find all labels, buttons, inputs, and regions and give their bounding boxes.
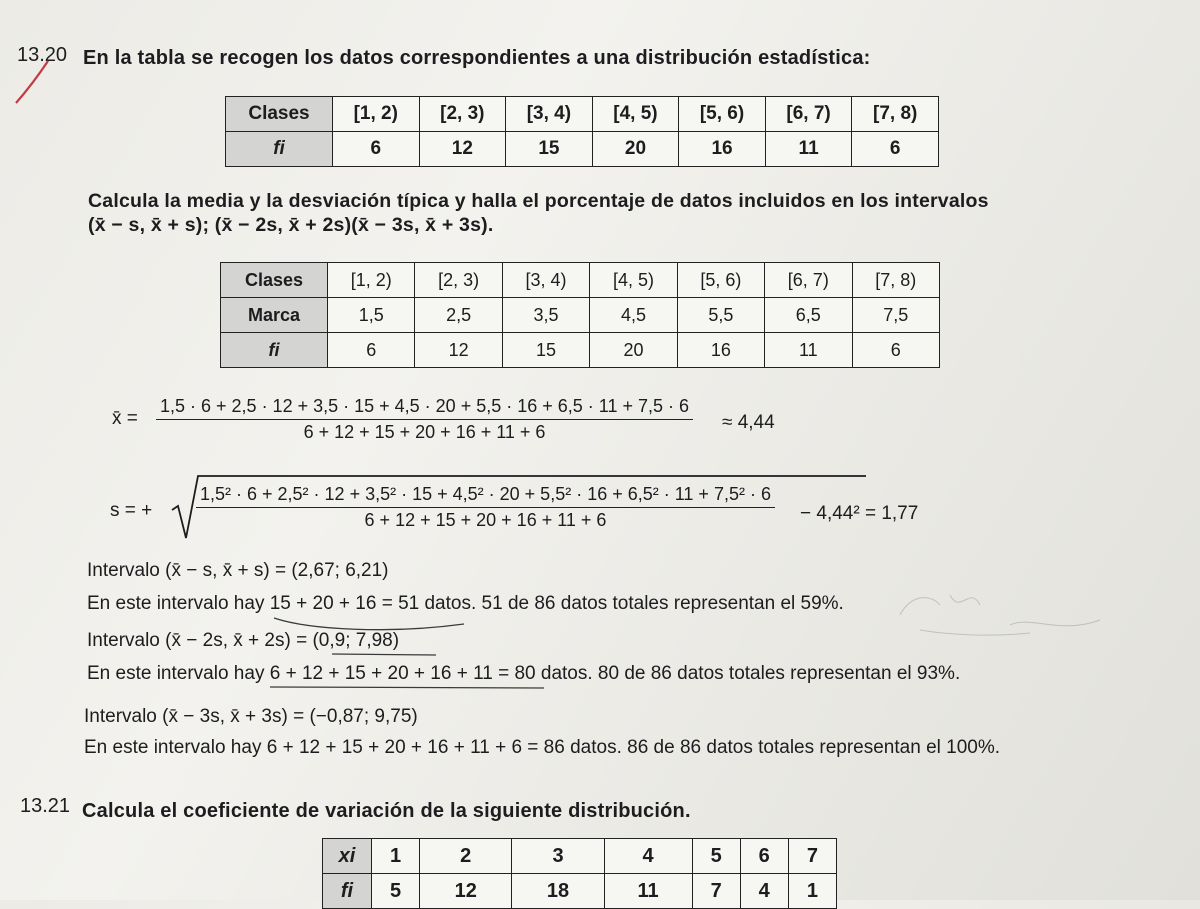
freq-cell: 16 <box>679 132 766 167</box>
x-cell: 2 <box>420 839 512 874</box>
table-row <box>226 132 939 167</box>
class-cell: [5, 6) <box>679 97 766 132</box>
mean-denominator: 6 + 12 + 15 + 20 + 16 + 11 + 6 <box>303 422 546 442</box>
row-label-f <box>323 874 372 909</box>
row-label-classes: Clases <box>221 263 328 298</box>
interval-1-text: En este intervalo hay 15 + 20 + 16 = 51 datos. 51 de 86 datos totales representan el 59%. <box>87 593 844 614</box>
sd-fraction <box>196 484 775 531</box>
task-line-1: Calcula la media y la desviación típica y halla el porcentaje de datos incluidos en los intervalos <box>88 190 989 212</box>
mark-cell: 5,5 <box>677 298 764 333</box>
problem-number-13-20: 13.20 <box>17 44 68 66</box>
x-cell: 3 <box>512 839 604 874</box>
row-label-classes: Clases <box>226 97 333 132</box>
class-cell: [5, 6) <box>677 263 764 298</box>
class-cell: [4, 5) <box>592 97 679 132</box>
class-cell: [1, 2) <box>333 97 420 132</box>
table-row <box>221 298 940 333</box>
class-cell: [3, 4) <box>506 97 593 132</box>
task-line-2: (x̄ − s, x̄ + s); (x̄ − 2s, x̄ + 2s)(x̄ − 3s, x̄ + 3s). <box>88 214 494 236</box>
mark-cell: 4,5 <box>590 298 677 333</box>
freq-label: fi <box>273 138 285 159</box>
row-label-freq <box>221 333 328 368</box>
class-cell: [1, 2) <box>328 263 415 298</box>
freq-cell: 6 <box>852 333 939 368</box>
f-cell: 5 <box>372 874 420 909</box>
mark-cell: 2,5 <box>415 298 502 333</box>
class-cell: [6, 7) <box>765 263 852 298</box>
handwritten-underline <box>268 683 548 693</box>
class-cell: [2, 3) <box>415 263 502 298</box>
data-table-1 <box>225 96 939 167</box>
freq-cell: 20 <box>592 132 679 167</box>
problem-statement-2: Calcula el coeficiente de variación de la siguiente distribución. <box>82 800 691 822</box>
interval-2-title: Intervalo (x̄ − 2s, x̄ + 2s) = (0,9; 7,98) <box>87 630 400 651</box>
freq-cell: 6 <box>852 132 939 167</box>
x-label: xi <box>338 844 356 867</box>
problem-statement: En la tabla se recogen los datos correspondientes a una distribución estadística: <box>83 47 871 69</box>
freq-cell: 20 <box>590 333 677 368</box>
freq-cell: 6 <box>328 333 415 368</box>
freq-cell: 6 <box>333 132 420 167</box>
interval-3-text: En este intervalo hay 6 + 12 + 15 + 20 + 16 + 11 + 6 = 86 datos. 86 de 86 datos totales representan el 100%. <box>84 737 1001 758</box>
mark-cell: 7,5 <box>852 298 939 333</box>
f-cell: 1 <box>788 874 836 909</box>
problem-number-13-21: 13.21 <box>20 795 71 817</box>
freq-cell: 12 <box>415 333 502 368</box>
f-cell: 12 <box>420 874 512 909</box>
sd-numerator: 1,5² · 6 + 2,5² · 12 + 3,5² · 15 + 4,5² · 20 + 5,5² · 16 + 6,5² · 11 + 7,5² · 6 <box>196 484 775 508</box>
f-cell: 4 <box>740 874 788 909</box>
table-row <box>226 97 939 132</box>
x-cell: 7 <box>788 839 836 874</box>
x-cell: 6 <box>740 839 788 874</box>
sd-lhs: s = + <box>110 500 153 521</box>
data-table-2 <box>322 838 837 909</box>
pencil-scribble <box>880 575 1120 645</box>
table-row <box>221 333 940 368</box>
freq-cell: 11 <box>765 333 852 368</box>
sd-tail: − 4,44² = 1,77 <box>800 503 919 524</box>
row-label-freq <box>226 132 333 167</box>
f-cell: 7 <box>692 874 740 909</box>
handwritten-underline <box>330 650 440 660</box>
row-label-x <box>323 839 372 874</box>
sd-denominator: 6 + 12 + 15 + 20 + 16 + 11 + 6 <box>364 510 607 530</box>
table-row <box>323 839 837 874</box>
class-cell: [4, 5) <box>590 263 677 298</box>
x-cell: 1 <box>372 839 420 874</box>
mean-fraction <box>156 396 693 443</box>
freq-label: fi <box>268 339 280 360</box>
class-cell: [3, 4) <box>502 263 589 298</box>
class-cell: [2, 3) <box>419 97 506 132</box>
class-cell: [7, 8) <box>852 263 939 298</box>
solution-table <box>220 262 940 368</box>
freq-cell: 15 <box>502 333 589 368</box>
table-row <box>221 263 940 298</box>
freq-cell: 12 <box>419 132 506 167</box>
handwritten-check-mark <box>10 55 55 110</box>
interval-1-title: Intervalo (x̄ − s, x̄ + s) = (2,67; 6,21) <box>87 560 389 581</box>
f-cell: 11 <box>604 874 692 909</box>
class-cell: [6, 7) <box>765 97 852 132</box>
mark-cell: 3,5 <box>502 298 589 333</box>
f-cell: 18 <box>512 874 604 909</box>
freq-cell: 16 <box>677 333 764 368</box>
x-cell: 4 <box>604 839 692 874</box>
x-cell: 5 <box>692 839 740 874</box>
freq-cell: 11 <box>765 132 852 167</box>
class-cell: [7, 8) <box>852 97 939 132</box>
mean-lhs: x̄ = <box>112 408 138 429</box>
mark-cell: 6,5 <box>765 298 852 333</box>
freq-cell: 15 <box>506 132 593 167</box>
interval-2-text: En este intervalo hay 6 + 12 + 15 + 20 + 16 + 11 = 80 datos. 80 de 86 datos totales representan el 93%. <box>87 663 961 684</box>
row-label-mark: Marca <box>221 298 328 333</box>
mean-numerator: 1,5 · 6 + 2,5 · 12 + 3,5 · 15 + 4,5 · 20 + 5,5 · 16 + 6,5 · 11 + 7,5 · 6 <box>156 396 693 420</box>
mean-result: ≈ 4,44 <box>722 412 775 433</box>
table-row <box>323 874 837 909</box>
f-label: fi <box>340 879 354 902</box>
interval-3-title: Intervalo (x̄ − 3s, x̄ + 3s) = (−0,87; 9,75) <box>84 706 418 727</box>
mark-cell: 1,5 <box>328 298 415 333</box>
